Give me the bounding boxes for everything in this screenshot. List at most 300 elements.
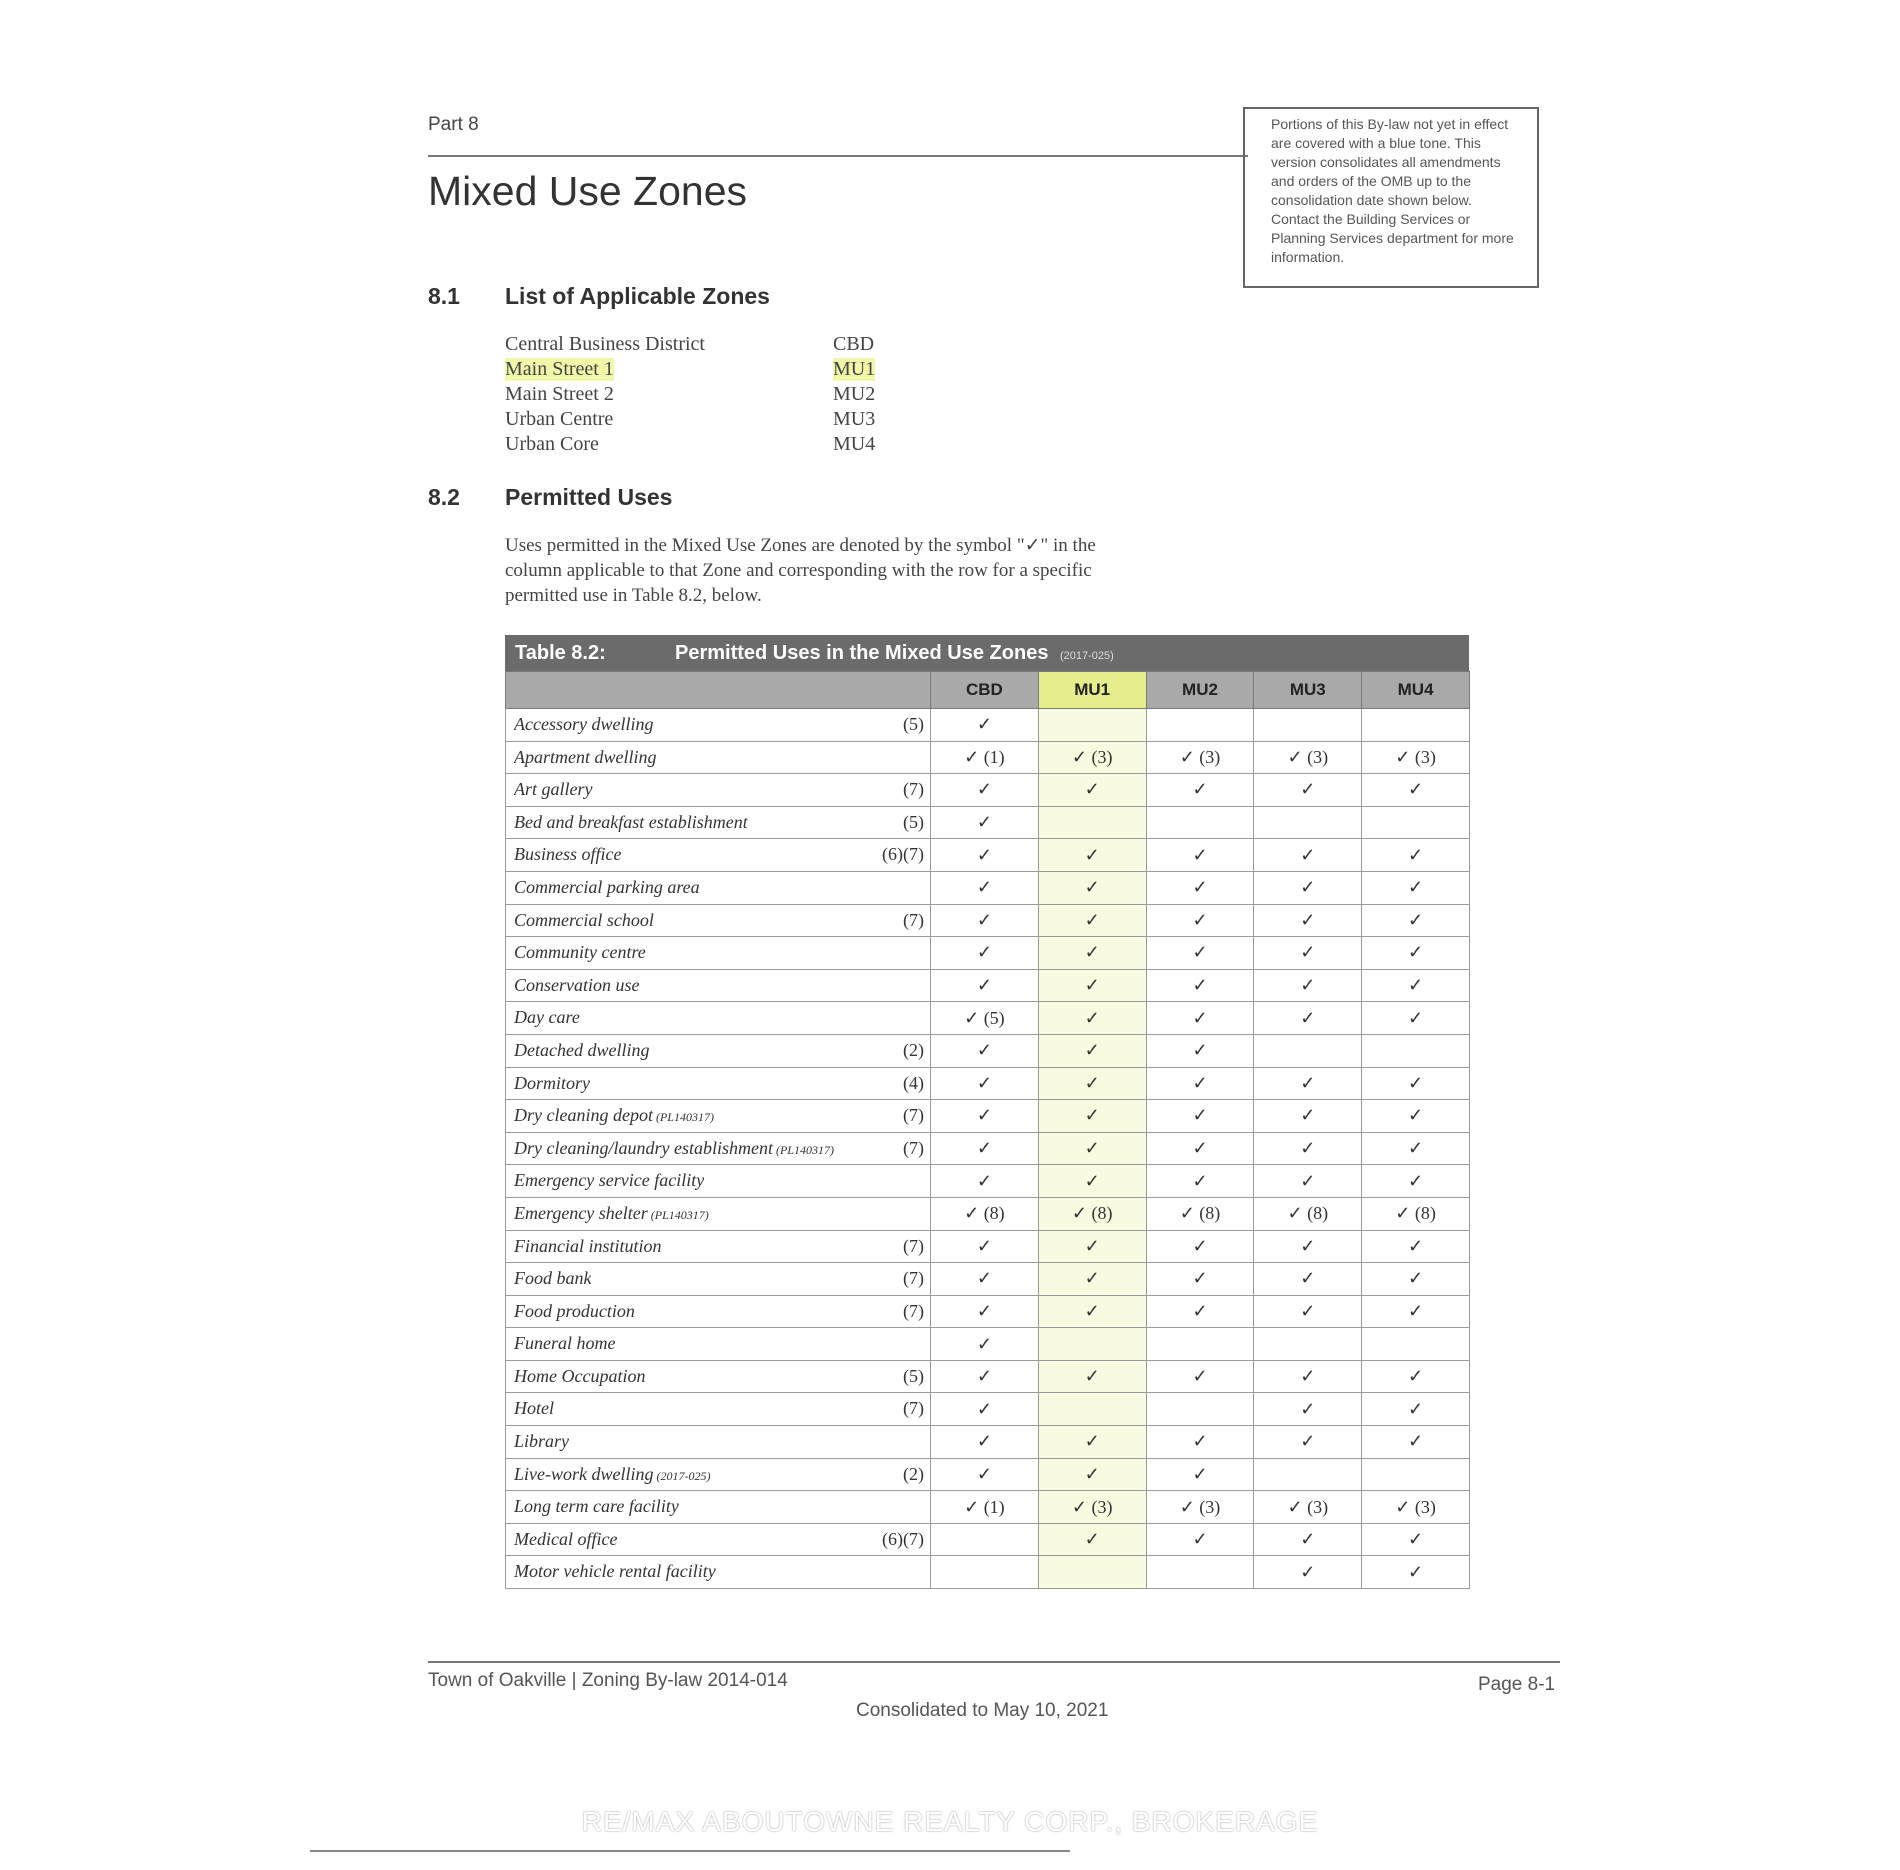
use-amendment-ref: (PL140317) bbox=[655, 1110, 714, 1125]
table-title bbox=[675, 642, 1114, 665]
permission-cell-mu2 bbox=[1146, 1328, 1254, 1361]
permission-cell-mu1: ✓ bbox=[1038, 1263, 1146, 1296]
use-footnote-ref: (7) bbox=[903, 1300, 924, 1321]
permission-cell-mu3: ✓ bbox=[1254, 969, 1362, 1002]
zone-code: MU2 bbox=[833, 383, 876, 405]
permission-cell-mu2: ✓ bbox=[1146, 1426, 1254, 1459]
permission-cell-cbd: ✓ (1) bbox=[931, 1491, 1039, 1524]
use-footnote-ref: (7) bbox=[903, 1235, 924, 1256]
use-name bbox=[514, 1203, 709, 1224]
use-name-text: Food production bbox=[514, 1300, 635, 1321]
use-name bbox=[514, 1496, 679, 1517]
use-cell bbox=[506, 1197, 931, 1230]
permission-cell-cbd: ✓ bbox=[931, 1100, 1039, 1133]
table-row bbox=[506, 1458, 1470, 1491]
use-footnote-ref: (2) bbox=[903, 1039, 924, 1060]
permission-cell-mu4 bbox=[1362, 806, 1470, 839]
use-cell bbox=[506, 774, 931, 807]
permission-cell-mu4: ✓ bbox=[1362, 774, 1470, 807]
use-amendment-ref: (2017-025) bbox=[656, 1468, 711, 1483]
zone-list-item bbox=[505, 433, 925, 458]
permission-cell-mu3: ✓ bbox=[1254, 1165, 1362, 1198]
permission-cell-mu4: ✓ bbox=[1362, 1263, 1470, 1296]
permission-cell-mu4: ✓ bbox=[1362, 969, 1470, 1002]
table-row bbox=[506, 1002, 1470, 1035]
permission-cell-cbd: ✓ bbox=[931, 1458, 1039, 1491]
permission-cell-mu4: ✓ bbox=[1362, 871, 1470, 904]
header-cbd: CBD bbox=[931, 672, 1039, 709]
table-row bbox=[506, 871, 1470, 904]
table-row bbox=[506, 774, 1470, 807]
table-row bbox=[506, 839, 1470, 872]
use-cell bbox=[506, 839, 931, 872]
consolidation-notice-box: Portions of this By-law not yet in effect are covered with a blue tone. This version consolidates all amendments and orders of the OMB up to the consolidation date shown below. Contact the Building Services or Planning Services department for more information. bbox=[1243, 107, 1539, 288]
use-cell bbox=[506, 1491, 931, 1524]
zone-name: Urban Core bbox=[505, 433, 599, 455]
permission-cell-mu1: ✓ bbox=[1038, 1523, 1146, 1556]
permission-cell-mu2 bbox=[1146, 1393, 1254, 1426]
permission-cell-mu3: ✓ bbox=[1254, 937, 1362, 970]
applicable-zones-list bbox=[505, 333, 925, 458]
use-cell bbox=[506, 1132, 931, 1165]
use-cell bbox=[506, 1002, 931, 1035]
permission-cell-mu4: ✓ bbox=[1362, 1002, 1470, 1035]
permission-cell-cbd: ✓ bbox=[931, 839, 1039, 872]
use-cell bbox=[506, 1523, 931, 1556]
use-cell bbox=[506, 1458, 931, 1491]
permission-cell-mu2: ✓ bbox=[1146, 1458, 1254, 1491]
use-cell bbox=[506, 1165, 931, 1198]
section-title-8-1: List of Applicable Zones bbox=[505, 283, 770, 309]
use-name-text: Hotel bbox=[514, 1398, 554, 1419]
use-name bbox=[514, 1301, 635, 1322]
use-name-text: Conservation use bbox=[514, 974, 640, 995]
permission-cell-mu1: ✓ (3) bbox=[1038, 1491, 1146, 1524]
footer-rule bbox=[428, 1661, 1560, 1663]
permission-cell-mu3: ✓ bbox=[1254, 871, 1362, 904]
zone-list-item-highlighted bbox=[505, 358, 925, 383]
use-name-text: Apartment dwelling bbox=[514, 746, 657, 767]
permission-cell-mu3 bbox=[1254, 1328, 1362, 1361]
header-use-column bbox=[506, 672, 931, 709]
permission-cell-mu1: ✓ bbox=[1038, 937, 1146, 970]
permission-cell-mu1 bbox=[1038, 1556, 1146, 1589]
use-cell bbox=[506, 741, 931, 774]
section-number-8-1: 8.1 bbox=[428, 283, 460, 309]
permission-cell-mu2: ✓ bbox=[1146, 1100, 1254, 1133]
use-cell bbox=[506, 1295, 931, 1328]
use-name bbox=[514, 1073, 590, 1094]
permission-cell-mu2: ✓ bbox=[1146, 969, 1254, 1002]
use-name bbox=[514, 714, 653, 735]
permitted-uses-intro: Uses permitted in the Mixed Use Zones are denoted by the symbol "✓" in the column applicable to that Zone and corresponding with the row for a specific permitted use in Table 8.2, below. bbox=[505, 535, 1096, 606]
use-cell bbox=[506, 1230, 931, 1263]
permission-cell-mu2 bbox=[1146, 1556, 1254, 1589]
use-name-text: Bed and breakfast establishment bbox=[514, 811, 748, 832]
permission-cell-mu3: ✓ bbox=[1254, 1556, 1362, 1589]
use-name bbox=[514, 877, 700, 898]
use-name bbox=[514, 1138, 834, 1159]
bottom-edge-rule bbox=[310, 1850, 1070, 1852]
permission-cell-mu3: ✓ bbox=[1254, 904, 1362, 937]
use-name-text: Emergency shelter bbox=[514, 1202, 648, 1223]
table-row bbox=[506, 1230, 1470, 1263]
zone-list-item bbox=[505, 383, 925, 408]
use-name-text: Commercial parking area bbox=[514, 876, 700, 897]
uses-grid bbox=[505, 671, 1470, 1589]
permission-cell-mu4: ✓ (3) bbox=[1362, 1491, 1470, 1524]
use-name bbox=[514, 1333, 615, 1354]
use-name-text: Motor vehicle rental facility bbox=[514, 1561, 716, 1582]
use-name-text: Home Occupation bbox=[514, 1365, 646, 1386]
permission-cell-mu1: ✓ bbox=[1038, 1132, 1146, 1165]
table-row bbox=[506, 1556, 1470, 1589]
permission-cell-mu3: ✓ (3) bbox=[1254, 1491, 1362, 1524]
permission-cell-mu1 bbox=[1038, 806, 1146, 839]
permission-cell-mu4: ✓ bbox=[1362, 1230, 1470, 1263]
permission-cell-mu3: ✓ bbox=[1254, 1067, 1362, 1100]
permission-cell-cbd: ✓ bbox=[931, 904, 1039, 937]
permission-cell-mu1: ✓ bbox=[1038, 839, 1146, 872]
zone-code: CBD bbox=[833, 333, 875, 355]
permission-cell-mu4: ✓ bbox=[1362, 904, 1470, 937]
use-name-text: Business office bbox=[514, 844, 622, 865]
zone-code: MU4 bbox=[833, 433, 876, 455]
table-row bbox=[506, 1067, 1470, 1100]
footer-page-number: Page 8-1 bbox=[1478, 1674, 1556, 1695]
permission-cell-mu1: ✓ bbox=[1038, 1426, 1146, 1459]
permission-cell-mu2: ✓ bbox=[1146, 1523, 1254, 1556]
permission-cell-mu1: ✓ bbox=[1038, 1067, 1146, 1100]
use-footnote-ref: (7) bbox=[903, 1398, 924, 1419]
use-name bbox=[514, 975, 640, 996]
permission-cell-mu1: ✓ (3) bbox=[1038, 741, 1146, 774]
use-cell bbox=[506, 904, 931, 937]
permission-cell-mu4 bbox=[1362, 1458, 1470, 1491]
table-row bbox=[506, 1393, 1470, 1426]
use-name-text: Dry cleaning depot bbox=[514, 1105, 653, 1126]
zone-list-item bbox=[505, 408, 925, 433]
use-name-text: Food bank bbox=[514, 1268, 592, 1289]
permission-cell-mu2: ✓ bbox=[1146, 1295, 1254, 1328]
permission-cell-mu2: ✓ bbox=[1146, 774, 1254, 807]
use-name bbox=[514, 1529, 617, 1550]
use-cell bbox=[506, 1067, 931, 1100]
use-name bbox=[514, 942, 646, 963]
permission-cell-mu4: ✓ bbox=[1362, 1523, 1470, 1556]
table-title-bar bbox=[505, 635, 1469, 671]
table-row bbox=[506, 1360, 1470, 1393]
permission-cell-cbd: ✓ bbox=[931, 1034, 1039, 1067]
use-name bbox=[514, 812, 748, 833]
zone-code: MU3 bbox=[833, 408, 876, 430]
use-name-text: Medical office bbox=[514, 1528, 618, 1549]
permission-cell-mu3: ✓ bbox=[1254, 1100, 1362, 1133]
header-mu1: MU1 bbox=[1038, 672, 1146, 709]
table-row bbox=[506, 1263, 1470, 1296]
permission-cell-cbd: ✓ bbox=[931, 1328, 1039, 1361]
table-row bbox=[506, 1295, 1470, 1328]
permission-cell-mu2: ✓ (3) bbox=[1146, 741, 1254, 774]
permission-cell-mu4: ✓ (3) bbox=[1362, 741, 1470, 774]
use-footnote-ref: (7) bbox=[903, 1137, 924, 1158]
permission-cell-cbd: ✓ bbox=[931, 1360, 1039, 1393]
use-name-text: Commercial school bbox=[514, 909, 654, 930]
permission-cell-mu1 bbox=[1038, 1393, 1146, 1426]
use-footnote-ref: (5) bbox=[903, 811, 924, 832]
permission-cell-mu4: ✓ bbox=[1362, 1132, 1470, 1165]
permission-cell-cbd: ✓ bbox=[931, 806, 1039, 839]
permission-cell-mu4: ✓ bbox=[1362, 937, 1470, 970]
table-row bbox=[506, 1328, 1470, 1361]
permission-cell-mu3: ✓ bbox=[1254, 1132, 1362, 1165]
permission-cell-mu2 bbox=[1146, 709, 1254, 742]
permission-cell-mu2: ✓ (8) bbox=[1146, 1197, 1254, 1230]
use-cell bbox=[506, 1393, 931, 1426]
header-mu4: MU4 bbox=[1362, 672, 1470, 709]
permission-cell-mu2: ✓ bbox=[1146, 1002, 1254, 1035]
use-name bbox=[514, 1398, 554, 1419]
permission-cell-mu4: ✓ bbox=[1362, 1067, 1470, 1100]
permission-cell-mu4: ✓ bbox=[1362, 1295, 1470, 1328]
use-cell bbox=[506, 1328, 931, 1361]
use-name bbox=[514, 1236, 662, 1257]
permission-cell-cbd: ✓ bbox=[931, 709, 1039, 742]
table-title-note: (2017-025) bbox=[1060, 650, 1114, 662]
use-cell bbox=[506, 1556, 931, 1589]
permission-cell-mu3 bbox=[1254, 806, 1362, 839]
zone-list-item bbox=[505, 333, 925, 358]
footer-bylaw-title: Town of Oakville | Zoning By-law 2014-014 bbox=[428, 1670, 788, 1691]
permission-cell-cbd: ✓ bbox=[931, 1132, 1039, 1165]
use-footnote-ref: (7) bbox=[903, 779, 924, 800]
use-name-text: Community centre bbox=[514, 942, 646, 963]
permission-cell-mu3: ✓ bbox=[1254, 1360, 1362, 1393]
permission-cell-mu1: ✓ bbox=[1038, 1100, 1146, 1133]
permission-cell-mu4 bbox=[1362, 1328, 1470, 1361]
use-name-text: Dormitory bbox=[514, 1072, 590, 1093]
permission-cell-cbd bbox=[931, 1523, 1039, 1556]
use-name-text: Accessory dwelling bbox=[514, 714, 654, 734]
use-cell bbox=[506, 871, 931, 904]
permission-cell-mu4: ✓ (8) bbox=[1362, 1197, 1470, 1230]
use-footnote-ref: (6)(7) bbox=[882, 1528, 924, 1549]
section-number-8-2: 8.2 bbox=[428, 484, 460, 510]
use-cell bbox=[506, 1034, 931, 1067]
use-footnote-ref: (7) bbox=[903, 909, 924, 930]
use-cell bbox=[506, 1263, 931, 1296]
use-cell bbox=[506, 969, 931, 1002]
use-name bbox=[514, 910, 654, 931]
permission-cell-cbd: ✓ bbox=[931, 937, 1039, 970]
permission-cell-mu2: ✓ bbox=[1146, 1360, 1254, 1393]
table-row bbox=[506, 709, 1470, 742]
use-cell bbox=[506, 1100, 931, 1133]
permission-cell-cbd: ✓ bbox=[931, 1067, 1039, 1100]
permission-cell-mu4 bbox=[1362, 709, 1470, 742]
use-name-text: Financial institution bbox=[514, 1235, 662, 1256]
permission-cell-mu1: ✓ bbox=[1038, 1360, 1146, 1393]
use-footnote-ref: (2) bbox=[903, 1463, 924, 1484]
table-number: Table 8.2: bbox=[515, 642, 606, 664]
footer-consolidated-date: Consolidated to May 10, 2021 bbox=[856, 1700, 1109, 1721]
permission-cell-cbd: ✓ bbox=[931, 871, 1039, 904]
permission-cell-mu4 bbox=[1362, 1034, 1470, 1067]
chapter-title: Mixed Use Zones bbox=[428, 168, 748, 214]
use-name bbox=[514, 1431, 569, 1452]
use-cell bbox=[506, 1426, 931, 1459]
permission-cell-mu2: ✓ bbox=[1146, 937, 1254, 970]
permission-cell-mu1 bbox=[1038, 1328, 1146, 1361]
permitted-uses-table bbox=[505, 635, 1469, 1589]
zone-name: Main Street 1 bbox=[505, 358, 614, 380]
permission-cell-mu1 bbox=[1038, 709, 1146, 742]
permission-cell-cbd: ✓ bbox=[931, 1263, 1039, 1296]
permission-cell-mu3: ✓ bbox=[1254, 1002, 1362, 1035]
permission-cell-cbd: ✓ bbox=[931, 774, 1039, 807]
table-row bbox=[506, 806, 1470, 839]
use-footnote-ref: (6)(7) bbox=[882, 844, 924, 865]
use-cell bbox=[506, 709, 931, 742]
table-row bbox=[506, 1034, 1470, 1067]
header-mu2: MU2 bbox=[1146, 672, 1254, 709]
permission-cell-cbd: ✓ bbox=[931, 1393, 1039, 1426]
permission-cell-mu4: ✓ bbox=[1362, 1426, 1470, 1459]
permission-cell-cbd: ✓ bbox=[931, 969, 1039, 1002]
permission-cell-mu1: ✓ bbox=[1038, 1458, 1146, 1491]
permission-cell-cbd: ✓ bbox=[931, 1295, 1039, 1328]
table-row bbox=[506, 969, 1470, 1002]
permission-cell-cbd: ✓ (1) bbox=[931, 741, 1039, 774]
permission-cell-cbd: ✓ bbox=[931, 1165, 1039, 1198]
permission-cell-mu4: ✓ bbox=[1362, 1100, 1470, 1133]
permission-cell-cbd: ✓ (8) bbox=[931, 1197, 1039, 1230]
permission-cell-cbd: ✓ bbox=[931, 1230, 1039, 1263]
permission-cell-mu3: ✓ bbox=[1254, 1393, 1362, 1426]
permission-cell-mu2: ✓ bbox=[1146, 871, 1254, 904]
permission-cell-mu3 bbox=[1254, 1034, 1362, 1067]
zone-name: Urban Centre bbox=[505, 408, 614, 430]
zone-name: Main Street 2 bbox=[505, 383, 614, 405]
table-row bbox=[506, 741, 1470, 774]
table-row bbox=[506, 1197, 1470, 1230]
use-name bbox=[514, 1007, 580, 1028]
permission-cell-mu3: ✓ bbox=[1254, 1230, 1362, 1263]
use-name-text: Day care bbox=[514, 1007, 580, 1028]
permission-cell-mu4: ✓ bbox=[1362, 839, 1470, 872]
permission-cell-mu3: ✓ bbox=[1254, 1263, 1362, 1296]
permission-cell-mu1: ✓ (8) bbox=[1038, 1197, 1146, 1230]
use-name bbox=[514, 779, 593, 800]
permission-cell-cbd bbox=[931, 1556, 1039, 1589]
use-footnote-ref: (5) bbox=[903, 714, 924, 734]
permission-cell-mu1: ✓ bbox=[1038, 1034, 1146, 1067]
permission-cell-mu3: ✓ bbox=[1254, 839, 1362, 872]
use-name-text: Emergency service facility bbox=[514, 1170, 705, 1191]
brokerage-watermark: RE/MAX ABOUTOWNE REALTY CORP., BROKERAGE bbox=[581, 1806, 1319, 1837]
permission-cell-mu2: ✓ bbox=[1146, 839, 1254, 872]
table-row bbox=[506, 1132, 1470, 1165]
permission-cell-mu2 bbox=[1146, 806, 1254, 839]
table-header-row bbox=[506, 672, 1470, 709]
use-name-text: Detached dwelling bbox=[514, 1039, 650, 1060]
use-footnote-ref: (7) bbox=[903, 1105, 924, 1126]
use-amendment-ref: (PL140317) bbox=[775, 1142, 834, 1157]
use-name-text: Funeral home bbox=[514, 1333, 616, 1354]
table-row bbox=[506, 1100, 1470, 1133]
use-cell bbox=[506, 806, 931, 839]
use-name bbox=[514, 1561, 716, 1582]
use-cell bbox=[506, 937, 931, 970]
permission-cell-mu2: ✓ bbox=[1146, 1263, 1254, 1296]
permission-cell-mu4: ✓ bbox=[1362, 1556, 1470, 1589]
permission-cell-mu1: ✓ bbox=[1038, 969, 1146, 1002]
permission-cell-mu3 bbox=[1254, 1458, 1362, 1491]
zone-code: MU1 bbox=[833, 358, 876, 380]
header-rule bbox=[428, 155, 1248, 157]
section-title-8-2: Permitted Uses bbox=[505, 484, 673, 510]
table-row bbox=[506, 904, 1470, 937]
use-footnote-ref: (7) bbox=[903, 1268, 924, 1289]
header-mu3: MU3 bbox=[1254, 672, 1362, 709]
use-name bbox=[514, 1366, 645, 1387]
permission-cell-mu4: ✓ bbox=[1362, 1360, 1470, 1393]
use-footnote-ref: (4) bbox=[903, 1072, 924, 1093]
use-name bbox=[514, 747, 657, 768]
table-row bbox=[506, 1491, 1470, 1524]
use-name-text: Long term care facility bbox=[514, 1496, 679, 1517]
use-name-text: Dry cleaning/laundry establishment bbox=[514, 1137, 773, 1158]
permission-cell-mu1: ✓ bbox=[1038, 871, 1146, 904]
part-label: Part 8 bbox=[428, 114, 479, 135]
permission-cell-mu2: ✓ bbox=[1146, 1132, 1254, 1165]
permission-cell-mu3: ✓ bbox=[1254, 1295, 1362, 1328]
permission-cell-mu1: ✓ bbox=[1038, 1295, 1146, 1328]
permission-cell-mu2: ✓ (3) bbox=[1146, 1491, 1254, 1524]
use-name bbox=[514, 1040, 649, 1061]
permission-cell-mu1: ✓ bbox=[1038, 904, 1146, 937]
permission-cell-mu4: ✓ bbox=[1362, 1393, 1470, 1426]
use-name bbox=[514, 1464, 710, 1485]
permission-cell-mu3: ✓ bbox=[1254, 774, 1362, 807]
use-footnote-ref: (5) bbox=[903, 1365, 924, 1386]
use-name bbox=[514, 844, 621, 865]
use-name bbox=[514, 1105, 714, 1126]
permission-cell-mu3: ✓ (3) bbox=[1254, 741, 1362, 774]
use-name bbox=[514, 1268, 591, 1289]
zone-name: Central Business District bbox=[505, 333, 705, 355]
use-name-text: Art gallery bbox=[514, 779, 593, 800]
use-amendment-ref: (PL140317) bbox=[650, 1207, 709, 1222]
permission-cell-mu1: ✓ bbox=[1038, 1165, 1146, 1198]
permission-cell-mu2: ✓ bbox=[1146, 904, 1254, 937]
table-row bbox=[506, 937, 1470, 970]
permission-cell-mu1: ✓ bbox=[1038, 774, 1146, 807]
use-name-text: Live-work dwelling bbox=[514, 1463, 654, 1484]
table-title-text: Permitted Uses in the Mixed Use Zones bbox=[675, 642, 1049, 664]
permission-cell-mu4: ✓ bbox=[1362, 1165, 1470, 1198]
table-row bbox=[506, 1165, 1470, 1198]
permission-cell-mu3: ✓ bbox=[1254, 1426, 1362, 1459]
table-row bbox=[506, 1426, 1470, 1459]
table-body bbox=[506, 709, 1470, 1589]
use-name bbox=[514, 1170, 704, 1191]
permission-cell-mu3: ✓ (8) bbox=[1254, 1197, 1362, 1230]
permission-cell-mu1: ✓ bbox=[1038, 1002, 1146, 1035]
permission-cell-mu3 bbox=[1254, 709, 1362, 742]
permission-cell-mu3: ✓ bbox=[1254, 1523, 1362, 1556]
use-name-text: Library bbox=[514, 1431, 570, 1452]
